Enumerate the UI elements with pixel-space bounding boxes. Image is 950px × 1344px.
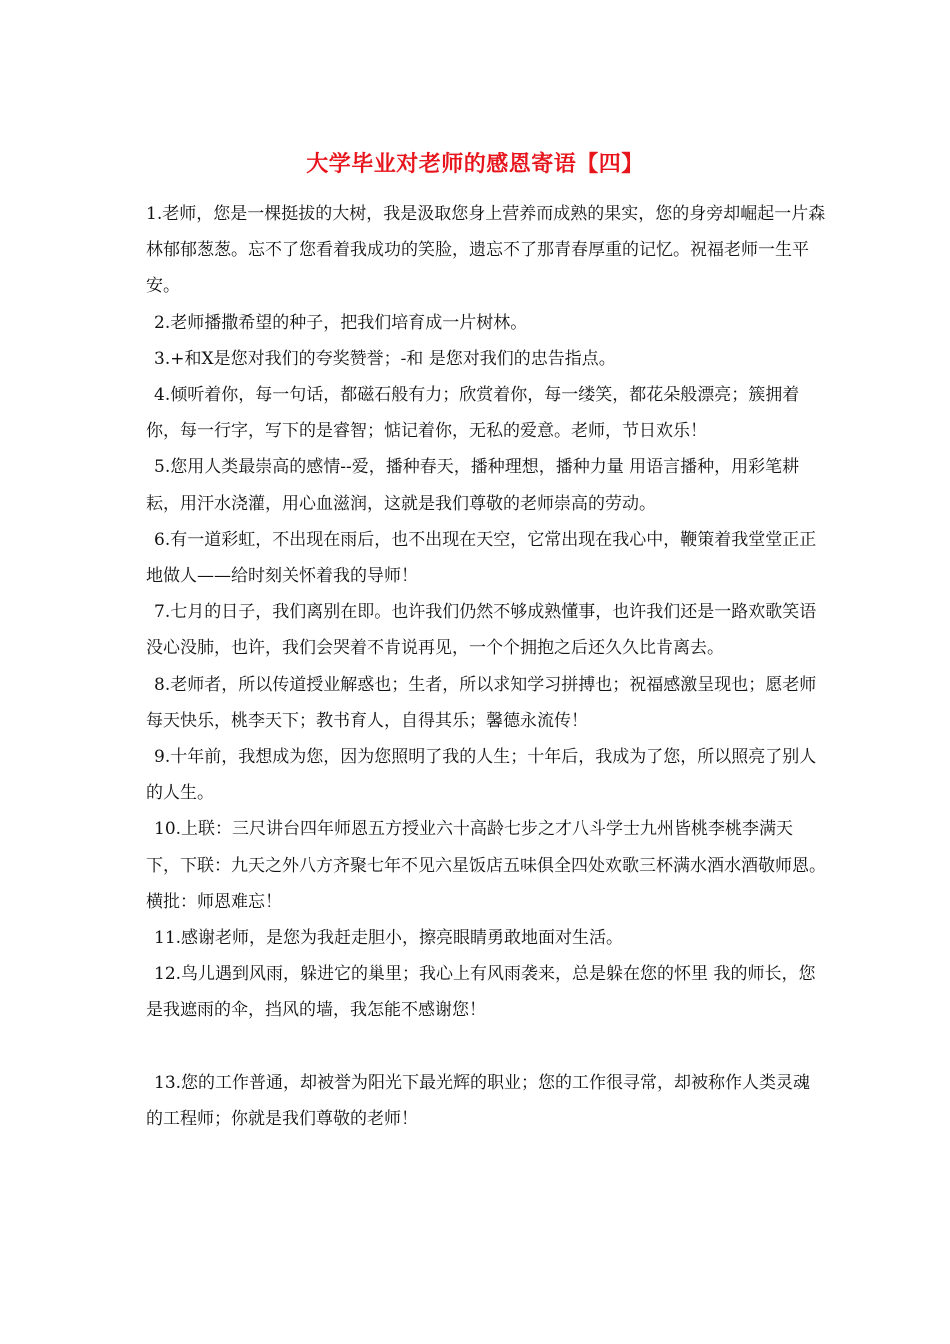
paragraph-4: 4.倾听着你，每一句话，都磁石般有力；欣赏着你，每一缕笑，都花朵般漂亮；簇拥着你，每一行字，写下的是睿智；惦记着你，无私的爱意。老师，节日欢乐！ xyxy=(146,385,800,442)
paragraph-spacer xyxy=(146,1029,826,1065)
paragraph-6: 6.有一道彩虹，不出现在雨后，也不出现在天空，它常出现在我心中，鞭策着我堂堂正正地做人——给时刻关怀着我的导师！ xyxy=(146,529,817,587)
paragraph-1: 1.老师，您是一棵挺拔的大树，我是汲取您身上营养而成熟的果实，您的身旁却崛起一片森林郁郁葱葱。忘不了您看着我成功的笑脸，遗忘不了那青春厚重的记忆。祝福老师一生平安。 xyxy=(146,204,826,297)
paragraph-9: 9.十年前，我想成为您，因为您照明了我的人生；十年后，我成为了您，所以照亮了别人的人生。 xyxy=(146,747,817,804)
paragraph-13: 13.您的工作普通，却被誉为阳光下最光辉的职业；您的工作很寻常，却被称作人类灵魂的工程师；你就是我们尊敬的老师！ xyxy=(146,1072,811,1129)
paragraph-10: 10.上联：三尺讲台四年师恩五方授业六十高龄七步之才八斗学士九州皆桃李桃李满天下，下联：九天之外八方齐聚七年不见六星饭店五味俱全四处欢歌三杯满水酒水酒敬师恩。横批：师恩难忘！ xyxy=(146,819,826,912)
document-body xyxy=(146,196,826,1137)
paragraph-12: 12.鸟儿遇到风雨，躲进它的巢里；我心上有风雨袭来，总是躲在您的怀里 我的师长，您是我遮雨的伞，挡风的墙，我怎能不感谢您！ xyxy=(146,964,816,1021)
document-title: 大学毕业对老师的感恩寄语【四】 xyxy=(306,152,644,177)
paragraph-5: 5.您用人类最崇高的感情--爱，播种春天，播种理想，播种力量 用语言播种，用彩笔耕耘，用汗水浇灌，用心血滋润，这就是我们尊敬的老师崇高的劳动。 xyxy=(146,457,800,514)
paragraph-2: 2.老师播撒希望的种子，把我们培育成一片树林。 xyxy=(154,312,528,333)
paragraph-3: 3.+和X是您对我们的夸奖赞誉；-和 是您对我们的忠告指点。 xyxy=(154,348,616,369)
paragraph-7: 7.七月的日子，我们离别在即。也许我们仍然不够成熟懂事，也许我们还是一路欢歌笑语没心没肺，也许，我们会哭着不肯说再见，一个个拥抱之后还久久比肯离去。 xyxy=(146,602,817,659)
paragraph-11: 11.感谢老师，是您为我赶走胆小，擦亮眼睛勇敢地面对生活。 xyxy=(154,928,624,949)
paragraph-8: 8.老师者，所以传道授业解惑也；生者，所以求知学习拼搏也；祝福感激呈现也；愿老师每天快乐，桃李天下；教书育人，自得其乐；馨德永流传！ xyxy=(146,674,817,731)
